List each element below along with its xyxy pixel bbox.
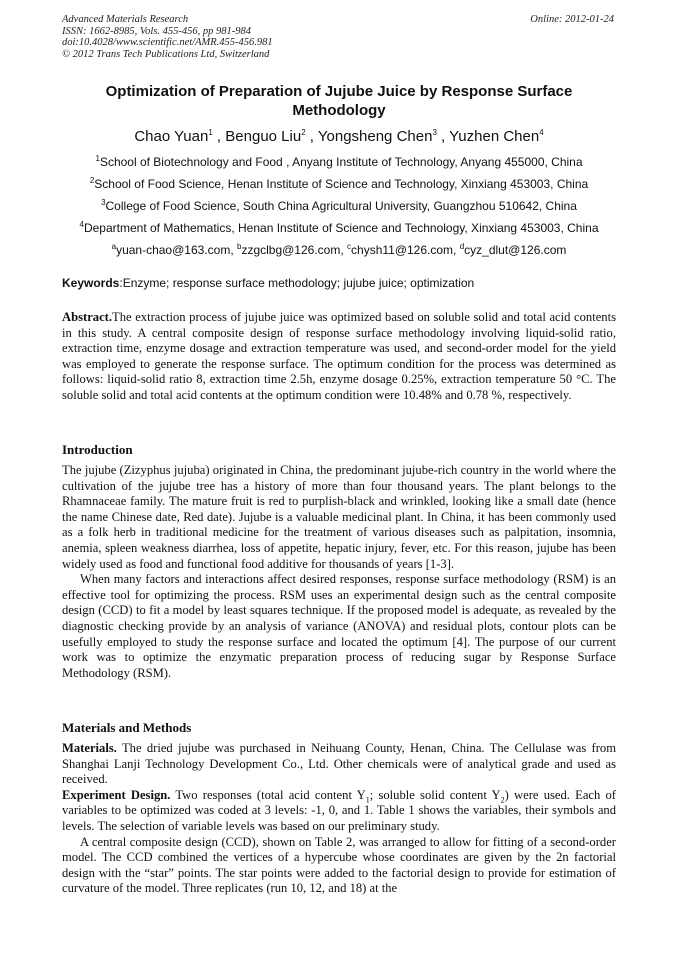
methods-body (62, 741, 616, 897)
affiliation (40, 221, 638, 236)
affiliation-sup: 4 (79, 220, 84, 229)
affiliation-text: College of Food Science, South China Agricultural University, Guangzhou 510642, China (105, 199, 577, 213)
email-sup: b (236, 242, 242, 251)
affiliation (40, 199, 638, 214)
affiliation-sup: 1 (95, 154, 100, 163)
author-name: Yongsheng Chen (317, 128, 433, 145)
materials-label: Materials. (62, 741, 117, 755)
affiliation-text: School of Food Science, Henan Institute of Science and Technology, Xinxiang 453003, China (94, 177, 589, 191)
subscript: 1 (365, 795, 370, 805)
author-sup: 4 (539, 128, 544, 137)
email: zzgclbg@126.com (241, 243, 341, 257)
introduction-body (62, 463, 616, 681)
author-name: Yuzhen Chen (449, 128, 540, 145)
journal-name: Advanced Materials Research (62, 14, 189, 25)
design-label: Experiment Design. (62, 787, 171, 802)
design-text: ; soluble solid content Y (369, 787, 501, 802)
email: chysh11@126.com (351, 243, 454, 257)
author-list: Chao Yuan$^1$ , Benguo Liu$^2$ , Yongsheng Chen$^3$ , Yuzhen Chen$^4$ (134, 128, 544, 145)
abstract (62, 310, 616, 404)
abstract-label: Abstract. (62, 310, 113, 324)
email-sup: c (347, 242, 352, 251)
affiliation-sup: 3 (101, 198, 106, 207)
online-date: Online: 2012-01-24 (530, 14, 614, 25)
paragraph: A central composite design (CCD), shown on Table 2, was arranged to allow for fitting of a second-order model. The CCD combined the vertices of a hypercube whose coordinates are given by the 2n factorial design with the “star” points. The star points were added to the factorial design to provide for estimation of curvature of the model. Three replicates (run 10, 12, and 18) at the (62, 834, 616, 896)
section-heading-introduction: Introduction (62, 442, 133, 457)
copyright-line: © 2012 Trans Tech Publications Ltd, Switzerland (62, 48, 270, 60)
affiliation (40, 155, 638, 170)
subscript: 2 (500, 795, 505, 805)
title-line-1: Optimization of Preparation of Jujube Juice by Response Surface (105, 83, 573, 100)
author-name: Chao Yuan (134, 128, 209, 145)
paper-title (62, 82, 616, 120)
email: yuan-chao@163.com (116, 243, 231, 257)
journal-header (62, 14, 273, 60)
affiliation (40, 177, 638, 192)
keywords-text: :Enzyme; response surface methodology; jujube juice; optimization (119, 276, 475, 290)
author-sup: 3 (432, 128, 437, 137)
affiliation-text: Department of Mathematics, Henan Institute of Science and Technology, Xinxiang 453003, China (83, 221, 599, 235)
keywords-label: Keywords (62, 276, 120, 290)
paragraph: When many factors and interactions affect desired responses, response surface methodology (RSM) is an effective tool for optimizing the process. RSM uses an experimental design such as the central composite design (CCD) to fit a model by least squares technique. If the proposed model is adequate, as revealed by the diagnostic checking provide by an analysis of variance (ANOVA) and residual plots, contour plots can be usefully employed to study the response surface and located the optimum [4]. The purpose of our current work was to optimize the enzymatic preparation process of reducing sugar by Response Surface Methodology (RSM). (62, 572, 616, 680)
email-sup: a (111, 242, 117, 251)
design-text: Two responses (total acid content Y (170, 787, 366, 802)
keywords (62, 276, 616, 291)
design-text: ) were used. Each of variables to be optimized was coded at 3 levels: -1, 0, and 1. Table 1 shows the variables, their symbols and levels. The selection of variable levels was based on our preliminary study. (62, 787, 616, 833)
paragraph (62, 788, 616, 835)
paragraph (62, 741, 616, 788)
email: cyz_dlut@126.com (464, 243, 567, 257)
doi-line: doi:10.4028/www.scientific.net/AMR.455-456.981 (62, 37, 273, 48)
section-heading-materials-methods: Materials and Methods (62, 720, 192, 735)
materials-text: The dried jujube was purchased in Neihuang County, Henan, China. The Cellulase was from Shanghai Lanji Technology Development Co., Ltd. Other chemicals were of analytical grade and used as received. (62, 741, 616, 787)
paragraph: The jujube (Zizyphus jujuba) originated in China, the predominant jujube-rich country in the world where the cultivation of the jujube tree has a history of more than four thousand years. The plant belongs to the Rhamnaceae family. The mature fruit is red to purplish-black and wrinkled, looking like a small date (hence the name Chinese date, Red date). Jujube is a valuable medicinal plant. In China, it has been commonly used as a folk herb in traditional medicine for the treatment of various diseases such as palpitation, insomnia, anemia, spleen weakness diarrhea, loss of appetite, hepatic injury, fever, etc. For this reason, jujube has been widely used as food and functional food additive for thousands of years [1-3]. (62, 463, 616, 571)
email-list: $^a$yuan-chao@163.com, $^b$zzgclbg@126.com, $^c$chysh11@126.com, $^d$cyz_dlut@126.com (111, 242, 567, 257)
affiliation-text: School of Biotechnology and Food , Anyang Institute of Technology, Anyang 455000, China (99, 155, 583, 169)
author-sup: 1 (208, 128, 213, 137)
email-sup: d (459, 242, 465, 251)
title-line-2: Methodology (292, 102, 386, 119)
author-sup: 2 (301, 128, 306, 137)
affiliation-sup: 2 (89, 176, 95, 185)
issn-line: ISSN: 1662-8985, Vols. 455-456, pp 981-984 (62, 25, 251, 37)
abstract-text: The extraction process of jujube juice was optimized based on soluble solid and total acid contents in this study. A central composite design of response surface methodology involving liquid-solid ratio, extraction time, enzyme dosage and extraction temperature was used, and second-order model for the yield was employed to generate the response surface. The optimum condition for the process was determined as follows: liquid-solid ratio 8, extraction time 2.5h, enzyme dosage 0.25%, extraction temperature 50 °C. The soluble solid and total acid contents at the optimum condition were 10.48% and 0.78 %, respectively. (62, 310, 616, 402)
author-name: Benguo Liu (225, 128, 302, 145)
